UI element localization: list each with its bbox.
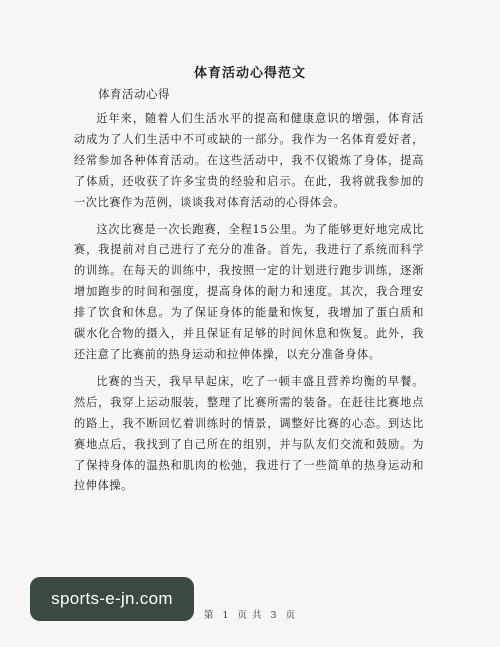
- document-body: [74, 109, 424, 497]
- body-paragraph: 近年来，随着人们生活水平的提高和健康意识的增强，体育活动成为了人们生活中不可或缺的一部分。我作为一名体育爱好者，经常参加各种体育活动。在这些活动中，我不仅锻炼了身体，提高了体质，还收获了许多宝贵的经验和启示。在此，我将就我参加的一次比赛作为范例，谈谈我对体育活动的心得体会。: [74, 112, 424, 209]
- page-label-mid: 页 共: [237, 610, 263, 621]
- page-label-suffix: 页: [285, 610, 297, 621]
- watermark-text: sports-e-jn.com: [51, 589, 173, 608]
- current-page-number: 1: [222, 610, 230, 621]
- total-pages-number: 3: [270, 610, 278, 621]
- page-label-prefix: 第: [203, 610, 215, 621]
- body-paragraph: 这次比赛是一次长跑赛，全程15公里。为了能够更好地完成比赛，我提前对自己进行了充分的准备。首先，我进行了系统而科学的训练。在每天的训练中，我按照一定的计划进行跑步训练，逐渐增加跑步的时间和强度，提高身体的耐力和速度。其次，我合理安排了饮食和休息。为了保证身体的能量和恢复，我增加了蛋白质和碳水化合物的摄入，并且保证有足够的时间休息和恢复。此外，我还注意了比赛前的热身运动和拉伸体操，以充分准备身体。: [74, 222, 424, 361]
- body-paragraph: 比赛的当天，我早早起床，吃了一顿丰盛且营养均衡的早餐。然后，我穿上运动服装，整理了比赛所需的装备。在赶往比赛地点的路上，我不断回忆着训练时的情景，调整好比赛的心态。到达比赛地点后，我找到了自己所在的组别，并与队友们交流和鼓励。为了保持身体的温热和肌肉的松弛，我进行了一些简单的热身运动和拉伸体操。: [74, 374, 424, 493]
- document-title: 体育活动心得范文: [193, 66, 306, 81]
- site-watermark[interactable]: [30, 577, 194, 621]
- document-subhead: 体育活动心得: [98, 87, 170, 101]
